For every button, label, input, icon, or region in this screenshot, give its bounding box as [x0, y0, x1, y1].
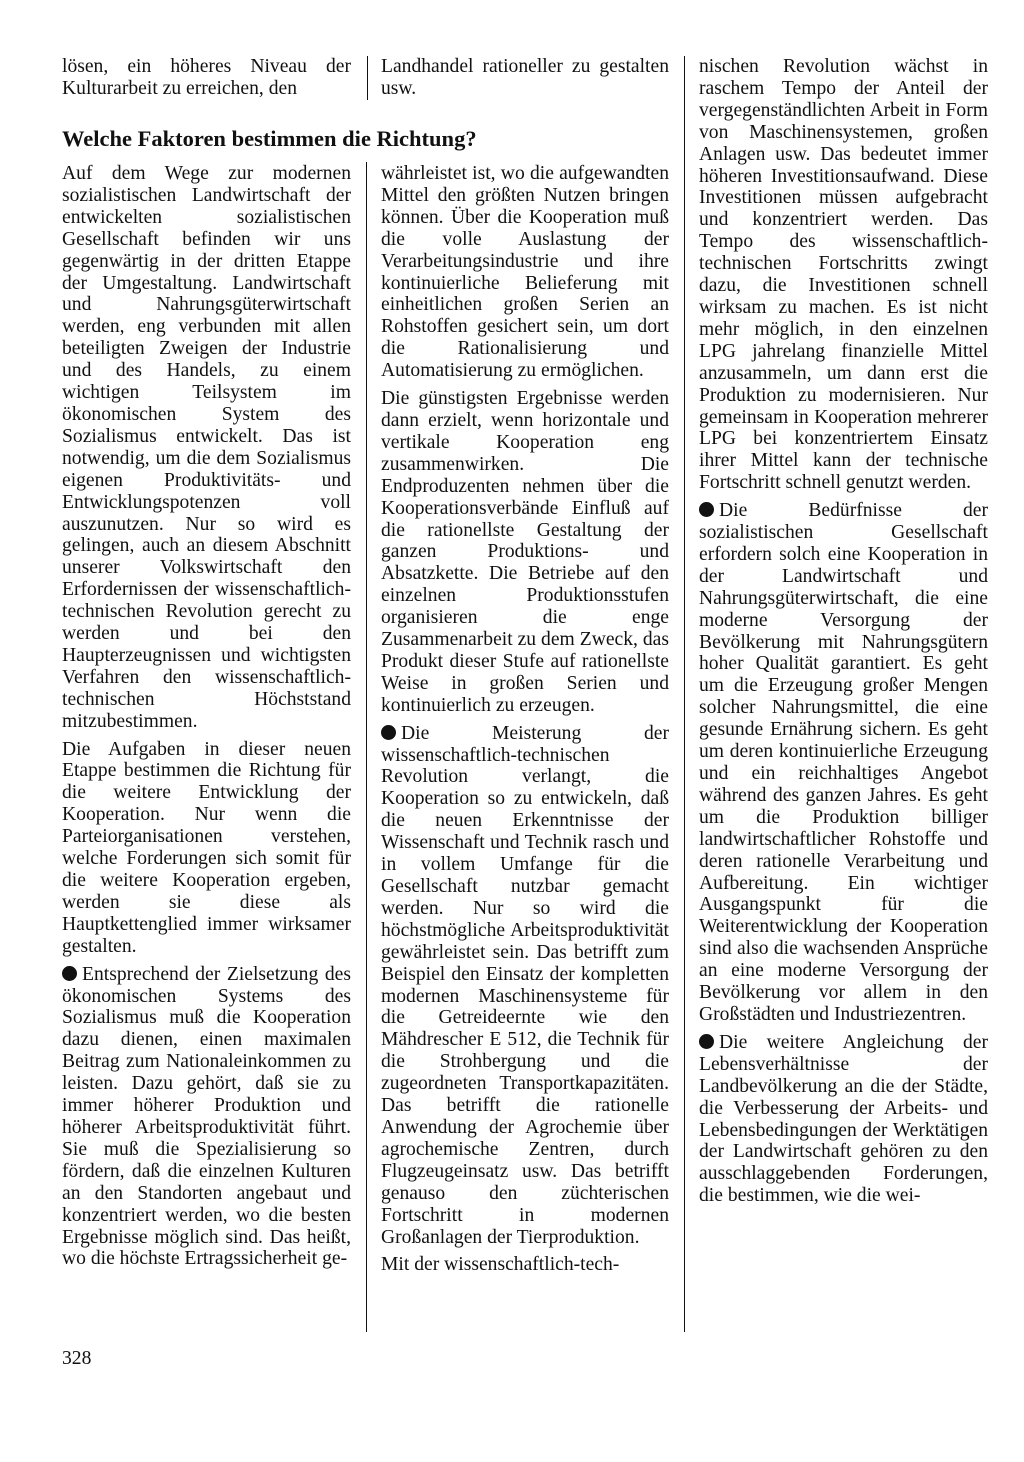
- bullet-icon: [62, 966, 77, 981]
- column-divider: [367, 56, 368, 100]
- paragraph: Landhandel rationeller zu gestalten usw.: [381, 56, 669, 99]
- bullet-paragraph: Die weitere Angleichung der Lebensverhältnisse der Landbevölkerung an die der Städte, die Verbesserung der Arbeits- und Lebensbedingungen der Werktätigen der Landwirtschaft gehören zu den ausschlaggebenden Forderungen, die bestimmen, wie die wei-: [699, 1031, 988, 1207]
- paragraph: nischen Revolution wächst in raschem Tempo der Anteil der vergegenständlichten Arbeit in Form von Maschinensystemen, großen Anlagen usw. Das bedeutet immer höheren Investitionsaufwand. Diese Investitionen müssen aufgebracht und konzentriert werden. Das Tempo des wissenschaftlich-technischen Fortschritts zwingt dazu, die Investitionen schnell wirksam zu machen. Es ist nicht mehr möglich, in den einzelnen LPG jahrelang finanzielle Mittel anzusammeln, um dann erst die Produktion zu modernisieren. Nur gemeinsam in Kooperation mehrerer LPG bei konzentriertem Einsatz ihrer Mittel kann der technische Fortschritt schnell genutzt werden.: [699, 56, 988, 494]
- column-1-top: [62, 56, 351, 106]
- column-3: [699, 56, 988, 1213]
- bullet-icon: [699, 502, 714, 517]
- bullet-icon: [699, 1034, 714, 1049]
- paragraph: Mit der wissenschaftlich-tech-: [381, 1254, 620, 1276]
- bullet-paragraph: Die Bedürfnisse der sozialistischen Gesellschaft erfordern solch eine Kooperation in der Landwirtschaft und Nahrungsgüterwirtschaft, die eine moderne Versorgung der Bevölkerung mit Nahrungsgütern hoher Qualität garantiert. Es geht um die Erzeugung großer Mengen solcher Nahrungsmittel, die eine gesunde Ernährung sichern. Es geht um deren kontinuierliche Erzeugung und ein reichhaltiges Angebot während des ganzen Jahres. Es geht um die Produktion billiger landwirtschaftlicher Rohstoffe und deren rationelle Verarbeitung und Aufbereitung. Ein wichtiger Ausgangspunkt für die Weiterentwicklung der Kooperation sind also die wachsenden Ansprüche an eine moderne Versorgung der Bevölkerung vor allem in den Großstädten und Industriezentren.: [699, 500, 988, 1025]
- paragraph: Auf dem Wege zur modernen sozialistischen Landwirtschaft der entwickelten sozialistischen Gesellschaft befinden wir uns gegenwärtig in der dritten Etappe der Umgestaltung. Landwirtschaft und Nahrungsgüterwirtschaft werden, eng verbunden mit allen beteiligten Zweigen der Industrie und des Handels, zu einem wichtigen Teilsystem im ökonomischen System des Sozialismus entwickelt. Das ist notwendig, um die dem Sozialismus eigenen Produktivitäts- und Entwicklungspotenzen voll auszunutzen. Nur so wird es gelingen, auch an diesem Abschnitt unserer Volkswirtschaft den Erfordernissen der wissenschaftlich-technischen Revolution gerecht zu werden und bei den Haupterzeugnissen und wichtigsten Verfahren den wissenschaftlich-technischen Höchststand mitzubestimmen.: [62, 163, 351, 732]
- column-2-top: [381, 56, 669, 106]
- bullet-paragraph: Entsprechend der Zielsetzung des ökonomischen Systems des Sozialismus muß die Kooperation dazu dienen, einen maximalen Beitrag zum Nationaleinkommen zu leisten. Dazu gehört, daß sie zu immer höherer Produktion und höherer Arbeitsproduktivität führt. Sie muß die Spezialisierung so fördern, daß die einzelnen Kulturen an den Standorten angebaut und konzentriert werden, wo die besten Ergebnisse möglich sind. Das heißt, wo die höchste Ertragssicherheit ge-: [62, 963, 351, 1270]
- column-divider: [366, 162, 367, 1332]
- column-2: [381, 163, 669, 1282]
- page-number: 328: [62, 1348, 92, 1369]
- paragraph: lösen, ein höheres Niveau der Kulturarbeit zu erreichen, den: [62, 56, 351, 99]
- column-1: [62, 163, 351, 1276]
- bullet-paragraph: Die Meisterung der wissenschaftlich-technischen Revolution verlangt, die Kooperation so zu entwickeln, daß die neuen Erkenntnisse der Wissenschaft und Technik rasch und in vollem Umfange für die Gesellschaft nutzbar gemacht werden. Nur so wird die höchstmögliche Arbeitsproduktivität gewährleistet sein. Das betrifft zum Beispiel den Einsatz der kompletten modernen Maschinensysteme für die Getreideernte wie den Mähdrescher E 512, die Technik für die Strohbergung und die zugeordneten Transportkapazitäten. Das betrifft die rationelle Anwendung der Agrochemie über agrochemische Zentren, durch Flugzeugeinsatz usw. Das betrifft genauso den züchterischen Fortschritt in modernen Großanlagen der Tierproduktion.: [381, 722, 669, 1248]
- bullet-icon: [381, 725, 396, 740]
- paragraph: Die günstigsten Ergebnisse werden dann erzielt, wenn horizontale und vertikale Kooperation eng zusammenwirken. Die Endproduzenten nehmen über die Kooperationsverbände Einfluß auf die rationellste Gestaltung der ganzen Produktions- und Absatzkette. Die Betriebe auf den einzelnen Produktionsstufen organisieren die enge Zusammenarbeit zu dem Zweck, das Produkt dieser Stufe auf rationellste Weise in großen Serien und kontinuierlich zu erzeugen.: [381, 388, 669, 716]
- paragraph: währleistet ist, wo die aufgewandten Mittel den größten Nutzen bringen können. Über die Kooperation muß die volle Auslastung der Verarbeitungsindustrie und ihre kontinuierliche Belieferung mit einheitlichen großen Serien an Rohstoffen gesichert sein, um dort die Rationalisierung und Automatisierung zu ermöglichen.: [381, 163, 669, 382]
- paragraph: Die Aufgaben in dieser neuen Etappe bestimmen die Richtung für die weitere Entwicklung der Kooperation. Nur wenn die Parteiorganisationen verstehen, welche Forderungen sich somit für die weitere Kooperation ergeben, werden sie diese als Hauptkettenglied immer wirksamer gestalten.: [62, 738, 351, 957]
- section-heading: Welche Faktoren bestimmen die Richtung?: [62, 126, 477, 151]
- column-divider: [684, 56, 685, 1332]
